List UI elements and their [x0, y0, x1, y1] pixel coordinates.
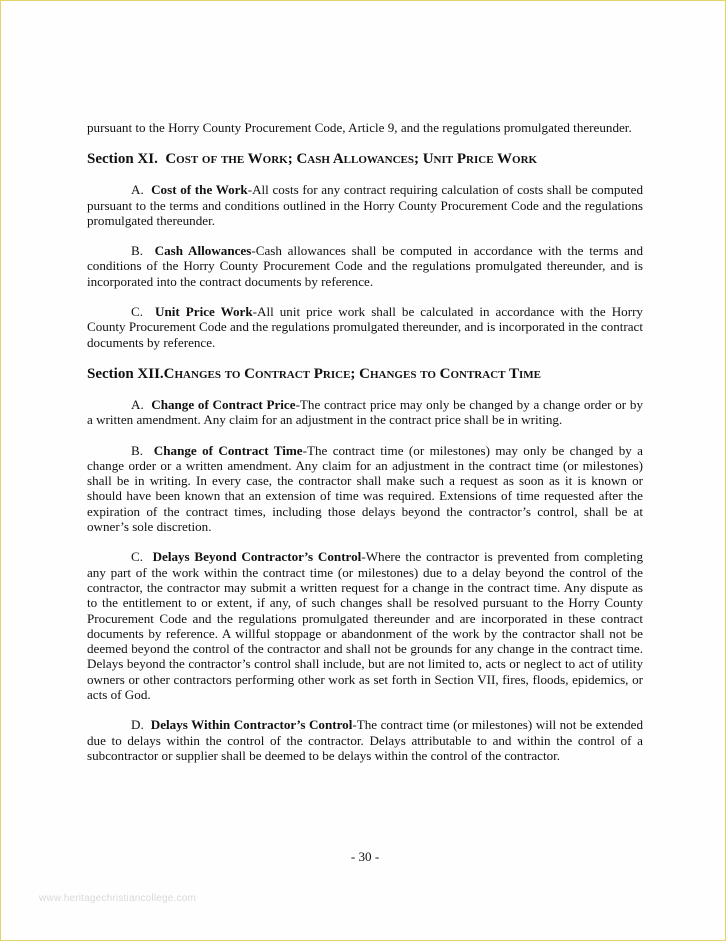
- item-letter: A.: [131, 396, 144, 412]
- page-number: - 30 -: [350, 849, 380, 864]
- section-xii-item-a: [87, 397, 643, 428]
- intro-paragraph: pursuant to the Horry County Procurement Code, Article 9, and the regulations promulgated thereunder.: [87, 120, 632, 135]
- item-text: -All costs for any contract requiring calculation of costs shall be computed pursuant to the terms and conditions outlined in the Horry County Procurement Code and the regulations promulgated thereunder.: [87, 182, 643, 228]
- item-letter: C.: [131, 304, 144, 320]
- section-xii-title: Changes to Contract Price; Changes to Contract Time: [163, 365, 541, 382]
- item-letter: A.: [131, 182, 144, 198]
- item-text: -Cash allowances shall be computed in accordance with the terms and conditions of the Horry County Procurement Code and the regulations promulgated thereunder, and is incorporated into the contract documents by reference.: [87, 243, 644, 289]
- item-text: -All unit price work shall be calculated in accordance with the Horry County Procurement Code and the regulations promulgated thereunder, and is incorporated in the contract documents by reference.: [87, 304, 643, 350]
- item-term: Delays Beyond Contractor’s Control: [152, 549, 362, 565]
- section-xii-item-b: [87, 443, 643, 535]
- item-text: -Where the contractor is prevented from completing any part of the work within the contract time (or milestones) due to a delay beyond the control of the contractor, the contractor may submit a written request for a change in the contract time. Any dispute as to the entitlement to or extent, if any, of such changes shall be resolved pursuant to the Horry County Procurement Code and the regulations promulgated thereunder and are incorporated in these contract documents by reference. A willful stoppage or abandonment of the work by the contractor shall not be deemed beyond the control of the contractor and shall not be grounds for any change in the contract time. Delays beyond the contractor’s control shall include, but are not limited to, acts or neglect to act of utility owners or other contractors performing other work as set forth in Section VII, fires, floods, epidemics, or acts of God.: [87, 549, 643, 703]
- item-letter: B.: [131, 243, 144, 259]
- item-letter: D.: [131, 717, 144, 733]
- section-xii-item-d: [87, 717, 643, 763]
- item-text: -The contract time (or milestones) may only be changed by a change order or a written amendment. Any claim for an adjustment in the contract time (or milestones) shall be in writing. In every case, the contractor shall make such a request as soon as it is known or should have been known that an extension of time was required. Extensions of time requested after the expiration of the contract times, including those delays beyond the contractor’s control, shall be at owner’s sole discretion.: [87, 442, 643, 535]
- item-term: Change of Contract Time: [153, 442, 303, 458]
- section-xii-item-c: [87, 549, 643, 702]
- item-term: Change of Contract Price: [151, 396, 296, 412]
- item-text: -The contract time (or milestones) will not be extended due to delays within the control of the contractor. Delays attributable to and within the control of a subcontractor or supplier shall be deemed to be delays within the control of the contractor.: [87, 717, 643, 763]
- section-xi-number: Section XI.: [87, 151, 158, 168]
- item-letter: C.: [131, 549, 144, 565]
- item-term: Unit Price Work: [155, 304, 253, 320]
- section-xi-item-a: [87, 182, 643, 228]
- section-xii-heading: [87, 365, 643, 383]
- item-text: -The contract price may only be changed by a change order or by a written amendment. Any claim for an adjustment in the contract price shall be in writing.: [87, 396, 643, 428]
- section-xi-item-c: [87, 304, 643, 350]
- watermark-text: www.heritagechristiancollege.com: [39, 893, 197, 904]
- item-letter: B.: [131, 442, 144, 458]
- section-xi-heading: [87, 150, 643, 168]
- document-body: [87, 120, 643, 763]
- item-term: Cash Allowances: [154, 243, 252, 259]
- section-xii-number: Section XII.: [87, 365, 164, 382]
- section-xi-item-b: [87, 243, 643, 289]
- item-term: Delays Within Contractor’s Control: [150, 717, 353, 733]
- item-term: Cost of the Work: [151, 182, 248, 198]
- section-xi-title: Cost of the Work; Cash Allowances; Unit Price Work: [165, 151, 538, 168]
